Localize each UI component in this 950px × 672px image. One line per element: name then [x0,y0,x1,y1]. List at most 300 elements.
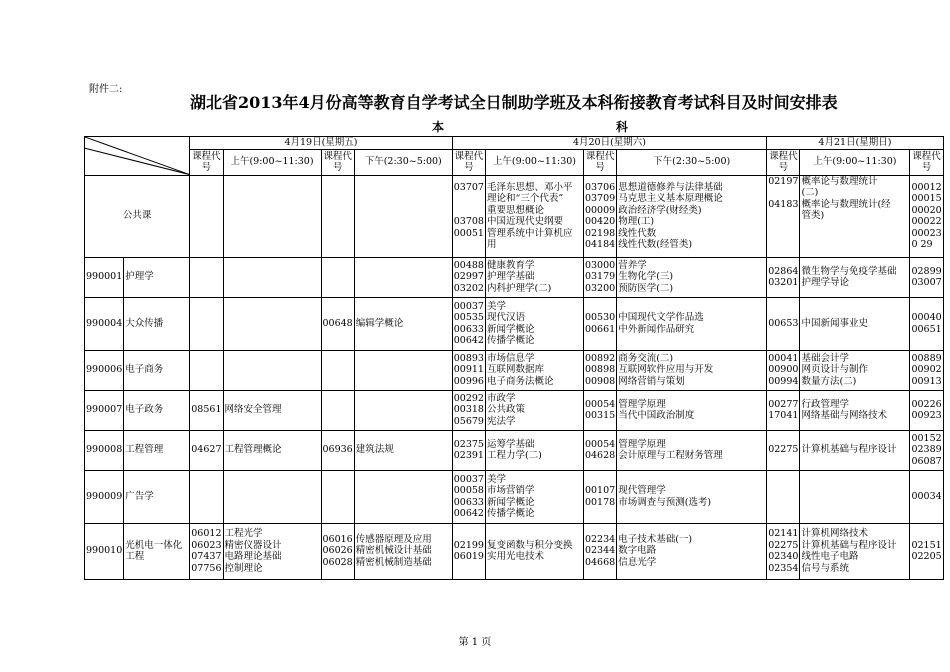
course-name: 行政管理学 [801,398,849,410]
course-name: 线性代数(经管类) [618,239,693,250]
course-name: 电路理论基础 [224,551,282,562]
course-code: 02344 [584,545,616,557]
course-name: 管理系统中计算机应 [486,227,573,239]
course-name: 理论和“三个代表” [486,193,564,204]
course-names [617,523,767,579]
course-code: 03200 [584,282,616,294]
major-name: 广告学 [124,470,190,523]
course-name: 政治经济学(财经类) [618,204,702,216]
morning-header: 上午(9:00~11:30) [800,149,910,175]
major-name: 电子商务 [124,350,190,390]
course-codes [190,297,223,350]
course-name: 电子商务法概论 [486,375,554,387]
course-codes [583,257,616,297]
course-name: 概率论与数理统计 [801,175,878,187]
course-code: 00012 [911,181,942,193]
course-name: 传播学概论 [486,508,535,519]
course-name: 建筑法规 [355,444,394,456]
course-code: 00530 [584,312,616,323]
course-name: 护理学基础 [486,271,535,283]
morning-header: 上午(9:00~11:30) [485,149,583,175]
course-name: 计算机基础与程序设计 [801,444,897,456]
course-names [617,430,767,470]
course-code: 04628 [584,450,616,461]
table-row [85,257,944,297]
code-header: 课程代号 [452,149,485,175]
course-name: 编辑学概论 [355,317,404,329]
course-code: 00893 [453,352,484,364]
course-code: 02391 [453,450,484,461]
course-name: 中国现代文学作品选 [618,312,704,323]
course-names [800,523,910,579]
course-name: 网页设计与制作 [801,364,868,376]
course-code: 00911 [453,364,484,376]
course-name: 管理学原理 [618,438,666,450]
course-code: 00009 [584,204,616,216]
major-name: 工程管理 [124,430,190,470]
course-codes [190,430,223,470]
course-name: 市政学 [486,392,516,404]
course-names [617,350,767,390]
course-name: 数字电路 [618,545,657,557]
course-code: 02199 [453,539,484,551]
course-name: 信号与系统 [801,562,849,574]
course-names [617,470,767,523]
course-codes [767,390,800,430]
course-name: 内科护理学(二) [486,282,552,294]
major-id: 990009 [85,470,124,523]
afternoon-header: 下午(2:30~5:00) [354,149,452,175]
course-code: 17041 [768,410,799,421]
major-id: 990010 [85,523,124,579]
date-header-day1: 4月19日(星期五) [190,137,452,150]
course-codes [910,257,943,297]
course-name: 宪法学 [486,415,516,427]
course-code: 00535 [453,312,484,323]
major-id: 990004 [85,297,124,350]
empty-cell [354,175,452,257]
course-names [617,175,767,257]
course-name: 计算机基础与程序设计 [801,539,897,551]
course-code: 00898 [584,364,616,376]
course-code: 03000 [584,259,616,271]
course-code: 00292 [453,392,484,404]
course-codes [190,390,223,430]
course-name: 控制理论 [224,562,263,574]
course-name: 互联网数据库 [486,364,544,376]
course-name: 护理学导论 [801,277,849,288]
course-names [354,257,452,297]
course-name: 互联网软件应用与开发 [618,364,714,376]
course-name: 公共政策 [486,404,525,416]
course-code: 00037 [453,300,484,312]
course-codes [190,350,223,390]
course-code: 00315 [584,410,616,421]
course-code: 02151 [911,539,942,551]
course-name: 新闻学概论 [486,323,535,335]
course-name: 精密机械制造基础 [355,556,432,568]
course-code: 07437 [191,551,222,562]
course-code: 06019 [453,551,484,562]
code-header: 课程代号 [583,149,616,175]
course-code: 00913 [911,375,942,387]
course-names [485,350,583,390]
subtitle-left: 本 [432,120,445,134]
course-code: 00892 [584,352,616,364]
course-codes [910,523,943,579]
public-course-label: 公共课 [85,175,190,257]
course-name: 马克思主义基本原理概论 [618,193,723,204]
course-code: 02354 [768,562,799,574]
course-code: 00178 [584,496,616,508]
course-names [223,470,321,523]
course-name: 计算机网络技术 [801,528,868,539]
table-row [85,350,944,390]
corner-diagonal-cell [85,137,190,176]
course-codes [910,470,943,523]
course-code: 06026 [322,545,353,557]
course-code: 02864 [768,265,799,277]
course-code: 00633 [453,323,484,335]
course-name: 物理(工) [618,216,655,227]
course-codes [767,297,800,350]
course-code: 02141 [768,528,799,539]
course-name: 精密仪器设计 [224,539,282,551]
course-codes [910,297,943,350]
course-name: 会计原理与工程财务管理 [618,450,723,461]
course-code: 00908 [584,375,616,387]
course-code: 00318 [453,404,484,416]
code-header: 课程代号 [767,149,800,175]
course-name: 网络安全管理 [224,404,282,416]
course-code: 00107 [584,485,616,496]
course-code: 06936 [322,444,353,456]
course-code: 00226 [911,398,942,410]
course-name: (二) [801,187,819,198]
table-row [85,430,944,470]
course-name: 用 [486,239,497,250]
course-codes [583,350,616,390]
course-name: 复变函数与积分变换 [486,539,573,551]
course-code: 00900 [768,364,799,376]
course-codes [583,175,616,257]
diagonal-lines [85,137,189,175]
course-code: 00022 [911,216,942,227]
course-name: 美学 [486,473,506,485]
course-names [800,470,910,523]
course-names [223,390,321,430]
course-code: 00648 [322,317,353,329]
course-name: 中外新闻作品研究 [618,323,695,335]
course-code: 0 29 [911,239,933,250]
course-names [800,390,910,430]
course-names [485,470,583,523]
course-name: 管类) [801,210,825,221]
course-names [354,350,452,390]
course-codes [583,470,616,523]
course-code: 00420 [584,216,616,227]
subtitle-right: 科 [616,120,629,134]
course-name: 电子技术基础(一) [618,533,693,545]
course-code: 00037 [453,473,484,485]
course-codes [583,297,616,350]
course-code: 00058 [453,485,484,496]
course-name: 传播学概论 [486,335,535,346]
course-code: 00642 [453,335,484,346]
course-name: 毛泽东思想、邓小平 [486,181,573,193]
major-id: 990006 [85,350,124,390]
course-names [354,523,452,579]
course-names [485,430,583,470]
course-code: 02198 [584,227,616,239]
course-codes [767,523,800,579]
course-code: 03201 [768,277,799,288]
course-codes [452,470,485,523]
course-names [354,297,452,350]
course-code: 02389 [911,444,942,456]
course-name: 管理学原理 [618,398,666,410]
course-names [485,297,583,350]
course-code: 04668 [584,556,616,568]
course-code: 02997 [453,271,484,283]
course-name: 信息光学 [618,556,657,568]
course-names [617,297,767,350]
course-name: 线性代数 [618,227,657,239]
course-name: 现代汉语 [486,312,525,323]
course-code [454,239,484,251]
course-codes [321,350,354,390]
course-code [454,193,484,205]
major-name: 电子政务 [124,390,190,430]
course-code: 02340 [768,551,799,562]
course-code: 02275 [768,539,799,551]
major-name: 光机电一体化工程 [124,523,190,579]
course-name: 预防医学(二) [618,282,674,294]
course-names [223,350,321,390]
course-code: 00994 [768,375,799,387]
course-name: 市场调查与预测(选考) [618,496,712,508]
course-code: 00034 [911,490,942,502]
attachment-label: 附件二: [89,84,123,95]
code-header: 课程代号 [190,149,223,175]
course-code: 03179 [584,271,616,283]
course-code: 03707 [453,181,484,193]
major-name: 大众传播 [124,297,190,350]
course-name: 运筹学基础 [486,438,535,450]
course-codes [452,257,485,297]
course-name: 生物化学(三) [618,271,674,283]
table-row [85,523,944,579]
course-name: 健康教育学 [486,259,535,271]
course-code: 03708 [453,216,484,227]
course-codes [910,350,943,390]
course-code: 00023 [911,227,942,239]
course-code: 00996 [453,375,484,387]
course-names [223,523,321,579]
course-name: 微生物学与免疫学基础 [801,265,897,277]
course-code: 00152 [911,432,942,444]
code-header: 课程代号 [321,149,354,175]
course-codes [910,390,943,430]
course-codes [767,430,800,470]
course-codes [321,523,354,579]
course-code: 02205 [911,551,942,562]
course-name: 营养学 [618,259,647,271]
page-number: 第 1 页 [458,637,492,648]
course-name: 当代中国政治制度 [618,410,695,421]
course-code: 03706 [584,181,616,193]
course-code: 00902 [911,364,942,376]
course-names [800,257,910,297]
course-codes [321,430,354,470]
course-name: 新闻学概论 [486,496,535,508]
course-names [354,390,452,430]
course-code: 02375 [453,438,484,450]
course-codes [583,523,616,579]
course-name: 工程光学 [224,528,263,539]
course-code: 06012 [191,528,222,539]
course-names [800,175,910,257]
major-id: 990001 [85,257,124,297]
course-code: 00277 [768,398,799,410]
table-row [85,297,944,350]
course-code: 00040 [911,312,942,323]
course-code: 00054 [584,438,616,450]
course-name: 中国新闻事业史 [801,317,868,329]
course-codes [190,470,223,523]
course-name: 工程力学(二) [486,450,542,461]
course-code: 04627 [191,444,222,456]
course-code: 00051 [453,227,484,239]
course-names [223,297,321,350]
schedule-table [84,136,944,580]
course-names [354,470,452,523]
course-name: 基础会计学 [801,352,849,364]
course-code: 06016 [322,533,353,545]
course-code: 06087 [911,455,942,467]
course-name: 概率论与数理统计(经 [801,198,891,210]
course-codes [767,470,800,523]
course-codes [190,257,223,297]
course-names [223,257,321,297]
course-codes [452,430,485,470]
course-codes [767,175,800,257]
course-name: 精密机械设计基础 [355,545,432,557]
course-code: 07756 [191,562,222,574]
course-code: 06028 [322,556,353,568]
course-names [617,257,767,297]
course-code: 00653 [768,317,799,329]
course-names [223,430,321,470]
course-codes [910,430,943,470]
course-name: 现代管理学 [618,485,666,496]
course-name: 重要思想概论 [486,204,544,216]
course-code: 00651 [911,323,942,335]
course-names [485,257,583,297]
table-row [85,390,944,430]
date-header-day3: 4月21日(星期日) [767,137,943,150]
course-codes [583,390,616,430]
table-row [85,470,944,523]
course-names [485,175,583,257]
major-id: 990007 [85,390,124,430]
major-id: 990008 [85,430,124,470]
course-names [800,297,910,350]
course-code: 04184 [584,239,616,250]
course-name: 商务交流(二) [618,352,674,364]
course-codes [452,175,485,257]
course-codes [910,175,943,257]
course-code: 00020 [911,204,942,216]
course-codes [321,390,354,430]
course-names [485,523,583,579]
course-code: 00889 [911,352,942,364]
table-row [85,175,944,257]
course-name: 实用光电技术 [486,551,544,562]
morning-header: 上午(9:00~11:30) [223,149,321,175]
course-codes [583,430,616,470]
course-name: 市场营销学 [486,485,535,496]
course-code: 00642 [453,508,484,519]
course-codes [321,470,354,523]
course-codes [452,390,485,430]
course-code [768,210,798,222]
course-code: 02197 [768,175,799,187]
course-code: 02899 [911,265,942,277]
course-code: 02275 [768,444,799,456]
course-codes [190,523,223,579]
course-code: 00633 [453,496,484,508]
course-names [617,390,767,430]
course-code: 03709 [584,193,616,204]
course-code: 00923 [911,410,942,421]
course-codes [767,350,800,390]
course-name: 市场信息学 [486,352,535,364]
course-codes [452,523,485,579]
course-name: 美学 [486,300,506,312]
empty-cell [223,175,321,257]
course-code: 08561 [191,404,222,416]
course-code: 00015 [911,193,942,204]
page-title: 湖北省2013年4月份高等教育自学考试全日制助学班及本科衔接教育考试科目及时间安排表 [190,93,838,112]
course-code: 00488 [453,259,484,271]
course-codes [321,257,354,297]
afternoon-header: 下午(2:30~5:00) [617,149,767,175]
empty-cell [321,175,354,257]
course-name: 网络营销与策划 [618,375,685,387]
course-names [800,350,910,390]
course-code: 04183 [768,198,799,210]
course-name: 网络基础与网络技术 [801,410,887,421]
course-codes [767,257,800,297]
course-code: 00041 [768,352,799,364]
course-code: 03202 [453,282,484,294]
course-code: 00661 [584,323,616,335]
course-names [354,430,452,470]
course-code: 03007 [911,277,942,288]
course-code [454,205,484,217]
course-code [768,187,798,199]
course-name: 数量方法(二) [801,375,857,387]
course-code: 05679 [453,415,484,427]
course-code: 00054 [584,398,616,410]
course-names [485,390,583,430]
course-names [800,430,910,470]
course-codes [321,297,354,350]
course-name: 中国近现代史纲要 [486,216,563,227]
course-code: 02234 [584,533,616,545]
course-name: 工程管理概论 [224,444,282,456]
